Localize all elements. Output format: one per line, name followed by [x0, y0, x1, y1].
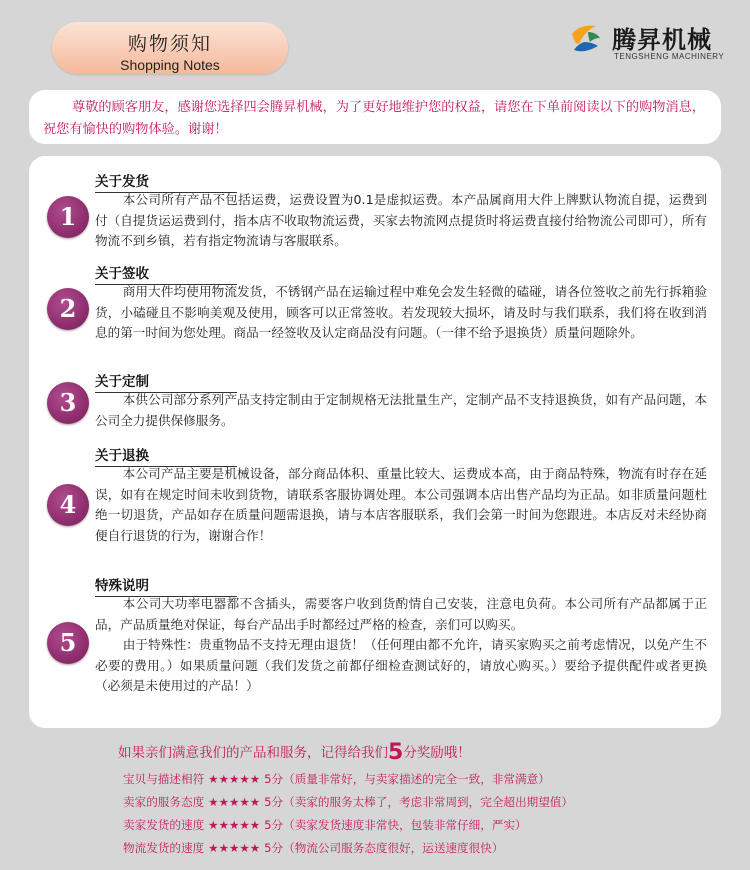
- rating-score: 5分: [264, 795, 284, 809]
- rating-label: 卖家发货的速度: [123, 818, 205, 832]
- section-number: 4: [47, 484, 89, 526]
- page-title-badge: [52, 22, 288, 74]
- section-paragraph: 本公司产品主要是机械设备，部分商品体积、重量比较大、运费成本高，由于商品特殊，物流有时存在延误，如有在规定时间未收到货物，请联系客服协调处理。本公司强调本店出售产品均为正品。如非质量问题杜绝一切退货，产品如存在质量问题需退换，请与本店客服联系，我们会第一时间为您跟进。本店反对未经协商便自行退货的行为，谢谢合作！: [95, 466, 707, 543]
- rating-note: （卖家的服务太棒了，考虑非常周到，完全超出期望值）: [283, 795, 573, 809]
- notes-panel: [29, 156, 721, 728]
- reward-text-after: 分奖励哦！: [403, 745, 471, 761]
- section-title: 关于定制: [95, 370, 237, 393]
- section-paragraph: 本公司所有产品不包括运费，运费设置为0.1是虚拟运费。本产品属商用大件上牌默认物流自提，运费到付（自提货运运费到付，指本店不收取物流运费，买家去物流网点提货时将运费直接付给物流公司即可），所有物流不到乡镇，若有指定物流请与客服联系。: [95, 192, 707, 248]
- logo-text: 腾昇机械: [612, 25, 712, 54]
- star-rating-icon: ★★★★★: [208, 772, 261, 786]
- rating-row: [123, 840, 723, 859]
- section-body: [95, 190, 707, 252]
- ratings-list: [123, 771, 723, 863]
- section-number: 1: [47, 196, 89, 238]
- tengsheng-logo-icon: [566, 20, 606, 60]
- star-rating-icon: ★★★★★: [208, 818, 261, 832]
- intro-text: 尊敬的顾客朋友，感谢您选择四会腾昇机械，为了更好地维护您的权益，请您在下单前阅读以下的购物消息，祝您有愉快的购物体验。谢谢！: [43, 100, 706, 137]
- rating-row: [123, 817, 723, 836]
- rating-score: 5分: [264, 841, 284, 855]
- rating-label: 宝贝与描述相符: [123, 772, 205, 786]
- rating-row: [123, 794, 723, 813]
- section-paragraph: 商用大件均使用物流发货，不锈钢产品在运输过程中难免会发生轻微的磕碰，请各位签收之前先行拆箱验货，小磕碰且不影响美观及使用，顾客可以正常签收。若发现较大损坏，请及时与我们联系，我们将在收到消息的第一时间为您处理。商品一经签收及认定商品没有问题。（一律不给予退换货）质量问题除外。: [95, 284, 707, 340]
- reward-heading: [118, 740, 618, 765]
- reward-score-number: 5: [388, 740, 404, 765]
- section-title: 关于退换: [95, 444, 237, 467]
- section-paragraph: 本供公司部分系列产品支持定制由于定制规格无法批量生产，定制产品不支持退换货，如有产品问题，本公司全力提供保修服务。: [95, 392, 707, 428]
- logo-subtext: TENGSHENG MACHINERY: [614, 52, 725, 61]
- section-body: [95, 464, 707, 546]
- rating-score: 5分: [264, 818, 284, 832]
- section-title: 关于签收: [95, 262, 237, 285]
- section-number: 2: [47, 288, 89, 330]
- reward-text-before: 如果亲们满意我们的产品和服务，记得给我们: [118, 745, 388, 761]
- page-subtitle: Shopping Notes: [120, 57, 220, 73]
- rating-note: （卖家发货速度非常快，包装非常仔细，严实）: [283, 818, 527, 832]
- brand-logo: [566, 20, 736, 68]
- section-paragraph: 由于特殊性：贵重物品不支持无理由退货！（任何理由都不允许，请买家购买之前考虑情况，以免产生不必要的费用。）如果质量问题（我们发货之前都仔细检查测试好的，请放心购买。）要给予提供配件或者更换（必须是未使用过的产品！）: [95, 637, 707, 693]
- rating-note: （质量非常好，与卖家描述的完全一致，非常满意）: [283, 772, 550, 786]
- star-rating-icon: ★★★★★: [208, 841, 261, 855]
- rating-note: （物流公司服务态度很好，运送速度很快）: [283, 841, 504, 855]
- star-rating-icon: ★★★★★: [208, 795, 261, 809]
- rating-label: 物流发货的速度: [123, 841, 205, 855]
- section-paragraph: 本公司大功率电器都不含插头，需要客户收到货酌情自己安装，注意电负荷。本公司所有产品都属于正品，产品质量绝对保证，每台产品出手时都经过严格的检查，亲们可以购买。: [95, 596, 707, 632]
- rating-score: 5分: [264, 772, 284, 786]
- section-number: 5: [47, 622, 89, 664]
- section-body: [95, 594, 707, 697]
- section-body: [95, 282, 707, 344]
- section-title: 特殊说明: [95, 574, 237, 597]
- section-title: 关于发货: [95, 170, 237, 193]
- section-body: [95, 390, 707, 431]
- rating-row: [123, 771, 723, 790]
- rating-label: 卖家的服务态度: [123, 795, 205, 809]
- section-number: 3: [47, 382, 89, 424]
- page-title: 购物须知: [127, 33, 212, 55]
- intro-box: [29, 90, 721, 144]
